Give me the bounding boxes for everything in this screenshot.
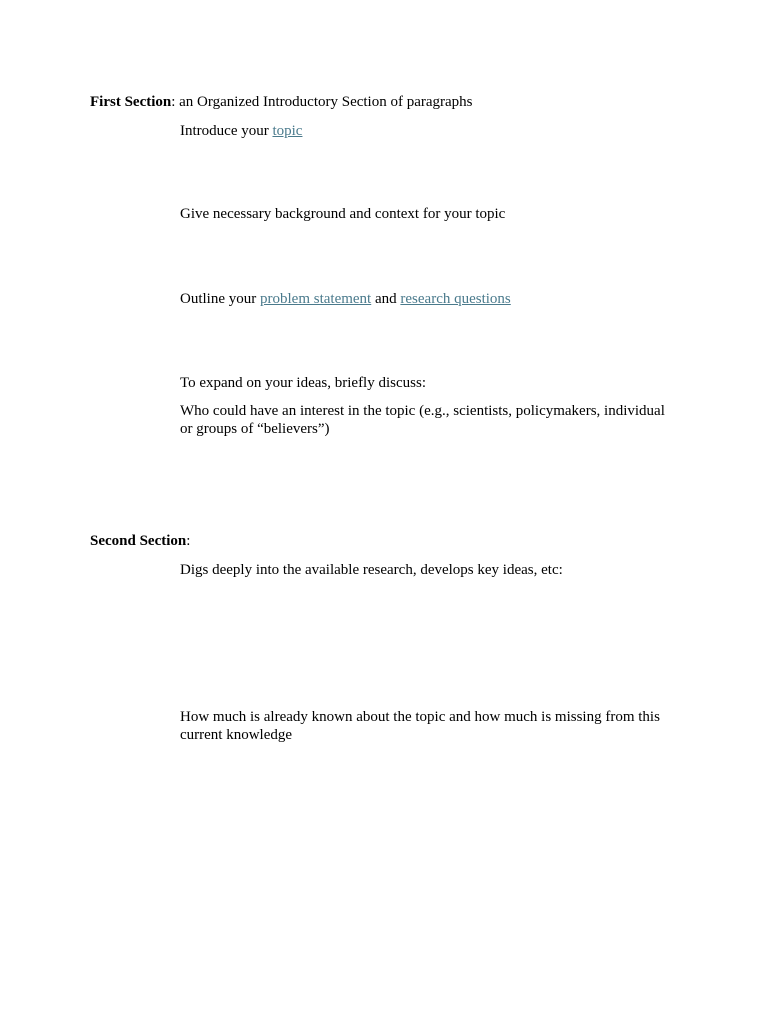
digs-text: Digs deeply into the available research, develops key ideas, etc: — [180, 562, 563, 578]
interest-text: Who could have an interest in the topic (e.g., scientists, policymakers, individual or groups of “believers”) — [180, 403, 665, 437]
outline-prefix: Outline your — [180, 291, 260, 307]
problem-statement-link[interactable]: problem statement — [260, 291, 372, 307]
expand-text: To expand on your ideas, briefly discuss: — [180, 375, 426, 391]
first-section-heading: First Section — [90, 94, 172, 110]
expand-line — [180, 374, 426, 392]
second-section-heading-line — [90, 532, 190, 550]
known-text: How much is already known about the topic and how much is missing from this current knowledge — [180, 709, 660, 743]
known-paragraph — [180, 708, 680, 744]
second-section-heading-rest: : — [186, 533, 191, 549]
background-line — [180, 205, 505, 223]
outline-line — [180, 290, 511, 308]
digs-line — [180, 561, 563, 579]
first-section-heading-line — [90, 93, 473, 111]
introduce-prefix: Introduce your — [180, 123, 273, 139]
topic-link[interactable]: topic — [272, 123, 303, 139]
introduce-topic-line — [180, 122, 302, 140]
outline-mid: and — [371, 291, 401, 307]
second-section-heading: Second Section — [90, 533, 187, 549]
research-questions-link[interactable]: research questions — [400, 291, 511, 307]
background-text: Give necessary background and context for your topic — [180, 206, 506, 222]
first-section-heading-rest: : an Organized Introductory Section of paragraphs — [171, 94, 473, 110]
interest-paragraph — [180, 402, 680, 438]
